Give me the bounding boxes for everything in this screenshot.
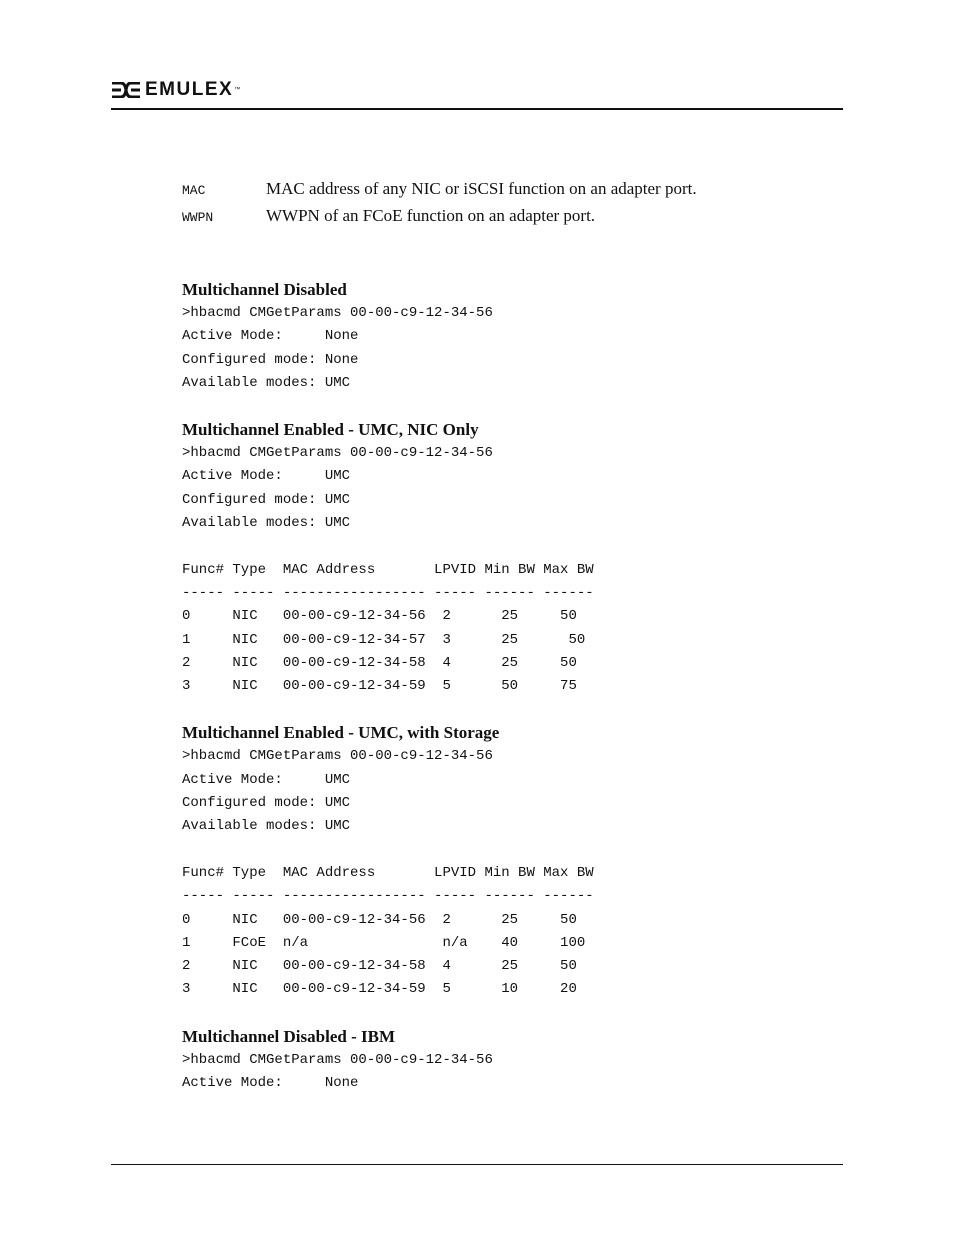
parameter-row bbox=[182, 206, 822, 233]
parameter-list bbox=[182, 179, 822, 233]
section-title: Multichannel Disabled - IBM bbox=[182, 1026, 395, 1046]
section-title: Multichannel Enabled - UMC, with Storage bbox=[182, 723, 500, 743]
examples bbox=[182, 278, 842, 1095]
section-title: Multichannel Disabled bbox=[182, 280, 347, 299]
emulex-mark-icon bbox=[111, 82, 141, 98]
parameter-row bbox=[182, 179, 822, 206]
parameter-description: MAC address of any NIC or iSCSI function on an adapter port. bbox=[266, 179, 697, 198]
emulex-logo bbox=[111, 79, 240, 101]
parameter-description: WWPN of an FCoE function on an adapter port. bbox=[266, 206, 596, 225]
parameter-name: MAC bbox=[182, 183, 206, 198]
code-block: >hbacmd CMGetParams 00-00-c9-12-34-56 Active Mode: None bbox=[182, 1051, 493, 1092]
footer-rule bbox=[111, 1164, 843, 1165]
brand-name: EMULEX bbox=[145, 79, 234, 100]
code-block: >hbacmd CMGetParams 00-00-c9-12-34-56 Active Mode: UMC Configured mode: UMC Available modes: UMC Func# Type MAC Address LPVID Min BW Max BW ----- ----- ----------------- ----- ------ ------ 0 NIC 00-00-c9-12-34-56 2 25 50 1 FCoE n/a n/a 40 100 2 NIC 00-00-c9-12-34-58 4 25 50 3 NIC 00-00-c9-12-34-59 5 10 20 bbox=[182, 748, 594, 998]
code-block: >hbacmd CMGetParams 00-00-c9-12-34-56 Active Mode: UMC Configured mode: UMC Available modes: UMC Func# Type MAC Address LPVID Min BW Max BW ----- ----- ----------------- ----- ------ ------ 0 NIC 00-00-c9-12-34-56 2 25 50 1 NIC 00-00-c9-12-34-57 3 25 50 2 NIC 00-00-c9-12-34-58 4 25 50 3 NIC 00-00-c9-12-34-59 5 50 75 bbox=[182, 445, 594, 695]
trademark-symbol: ™ bbox=[234, 87, 241, 93]
section-title: Multichannel Enabled - UMC, NIC Only bbox=[182, 420, 479, 440]
code-block: >hbacmd CMGetParams 00-00-c9-12-34-56 Active Mode: None Configured mode: None Available modes: UMC bbox=[182, 305, 493, 391]
header-rule bbox=[111, 108, 843, 110]
parameter-name: WWPN bbox=[182, 210, 214, 225]
